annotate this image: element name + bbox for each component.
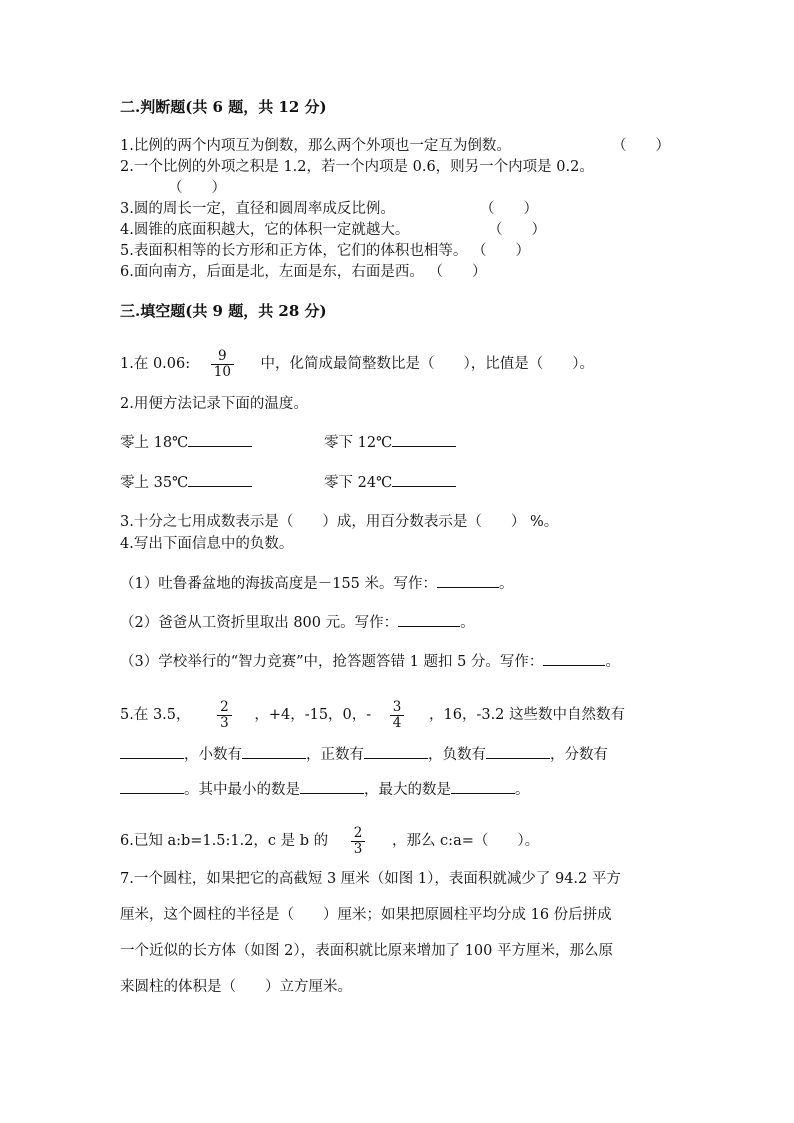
fill-q5-line3: 。其中最小的数是 ，最大的数是 。 xyxy=(120,779,530,800)
answer-blank[interactable] xyxy=(437,573,499,588)
fill-q4-sub3: （3）学校举行的“智力竞赛”中，抢答题答错 1 题扣 5 分。写作： 。 xyxy=(120,651,620,672)
judge-item-4: 4.圆锥的底面积越大，它的体积一定就越大。 （ ） xyxy=(120,222,546,238)
fraction: $\frac{3}{4}$ xyxy=(390,700,405,731)
judge-item-6: 6.面向南方，后面是北，左面是东，右面是西。 （ ） xyxy=(120,264,487,280)
answer-paren[interactable]: （ ） xyxy=(471,243,530,259)
answer-paren[interactable]: （ ） xyxy=(488,222,546,238)
temp-a: 零上 18℃ xyxy=(120,432,252,453)
answer-paren[interactable]: （ ） xyxy=(612,138,670,154)
judge-item-3: 3.圆的周长一定，直径和圆周率成反比例。 （ ） xyxy=(120,201,538,217)
answer-blank[interactable] xyxy=(392,472,456,487)
fill-q4-sub1: （1）吐鲁番盆地的海拔高度是－155 米。写作： 。 xyxy=(120,573,514,594)
temp-b: 零下 12℃ xyxy=(324,432,456,453)
fill-q1: 1.在 0.06: $\frac{9}{10}$ 中，化简成最简整数比是（ ），比值是（ ）。 xyxy=(120,347,595,380)
fill-q7-line4: 来圆柱的体积是（ ）立方厘米。 xyxy=(120,979,352,995)
judge-item-2-paren[interactable]: （ ） xyxy=(168,180,226,196)
section-2-title: 二.判断题(共 6 题，共 12 分) xyxy=(120,98,327,116)
fill-q5-line2: ，小数有 ，正数有 ，负数有 ，分数有 xyxy=(120,744,608,765)
answer-blank[interactable] xyxy=(543,651,605,666)
answer-paren[interactable]: （ ） xyxy=(480,201,538,217)
answer-blank[interactable] xyxy=(486,744,550,759)
answer-blank[interactable] xyxy=(392,432,456,447)
answer-blank[interactable] xyxy=(242,744,306,759)
temp-c: 零上 35℃ xyxy=(120,472,252,493)
fill-q7-line3: 一个近似的长方体（如图 2），表面积就比原来增加了 100 平方厘米，那么原 xyxy=(120,943,613,959)
answer-blank[interactable] xyxy=(120,744,184,759)
fill-q7-line1: 7.一个圆柱，如果把它的高截短 3 厘米（如图 1），表面积就减少了 94.2 平方 xyxy=(120,871,621,887)
fill-q3: 3.十分之七用成数表示是（ ）成，用百分数表示是（ ） %。 xyxy=(120,514,559,530)
section-3-title: 三.填空题(共 9 题，共 28 分) xyxy=(120,302,327,320)
fraction: $\frac{2}{3}$ xyxy=(217,700,232,731)
judge-item-2: 2.一个比例的外项之积是 1.2，若一个内项是 0.6，则另一个内项是 0.2。 xyxy=(120,159,594,175)
temp-d: 零下 24℃ xyxy=(324,472,456,493)
judge-item-1: 1.比例的两个内项互为倒数，那么两个外项也一定互为倒数。 （ ） xyxy=(120,138,670,154)
answer-paren[interactable]: （ ） xyxy=(428,264,487,280)
answer-blank[interactable] xyxy=(188,472,252,487)
fraction: $\frac{2}{3}$ xyxy=(351,826,366,857)
fill-q5-line1: 5.在 3.5， $\frac{2}{3}$ ，+4，-15，0，- $\frac{3}{4}$ ，16，-3.2 这些数中自然数有 xyxy=(120,698,626,731)
answer-blank[interactable] xyxy=(120,779,184,794)
fill-q2: 2.用便方法记录下面的温度。 xyxy=(120,396,308,412)
fill-q6: 6.已知 a:b=1.5:1.2，c 是 b 的 $\frac{2}{3}$ ，那么 c:a=（ ）。 xyxy=(120,824,540,857)
answer-blank[interactable] xyxy=(300,779,364,794)
answer-blank[interactable] xyxy=(364,744,428,759)
fill-q4: 4.写出下面信息中的负数。 xyxy=(120,536,294,552)
answer-blank[interactable] xyxy=(398,612,460,627)
judge-item-5: 5.表面积相等的长方形和正方体，它们的体积也相等。 （ ） xyxy=(120,243,530,259)
fill-q7-line2: 厘米，这个圆柱的半径是（ ）厘米；如果把原圆柱平均分成 16 份后拼成 xyxy=(120,907,612,923)
answer-blank[interactable] xyxy=(451,779,515,794)
fill-q4-sub2: （2）爸爸从工资折里取出 800 元。写作： 。 xyxy=(120,612,475,633)
fraction: $\frac{9}{10}$ xyxy=(211,349,234,380)
answer-blank[interactable] xyxy=(188,432,252,447)
